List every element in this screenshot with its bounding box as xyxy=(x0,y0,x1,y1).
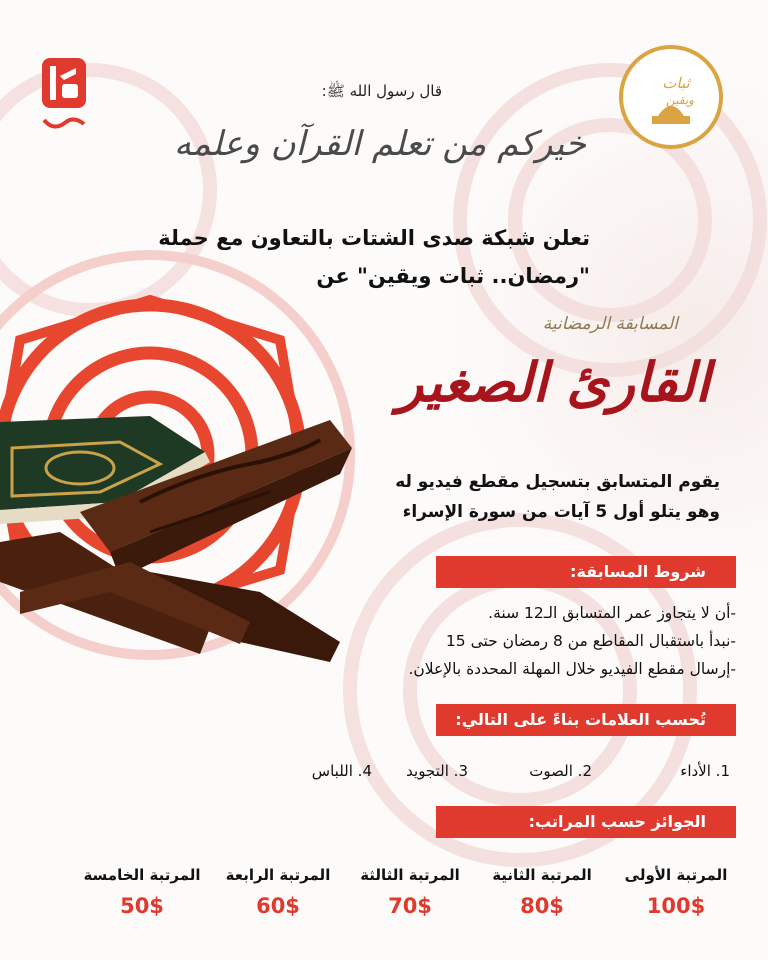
svg-text:ثبات: ثبات xyxy=(662,74,690,92)
prize-amount: 80$ xyxy=(520,894,564,918)
conditions-heading: شروط المسابقة: xyxy=(436,556,736,588)
condition-item: -نبدأ باستقبال المقاطع من 8 رمضان حتى 15 xyxy=(445,632,736,650)
prize-amount: 50$ xyxy=(120,894,164,918)
criteria-heading: تُحسب العلامات بناءً على التالي: xyxy=(436,704,736,736)
competition-subtitle: المسابقة الرمضانية xyxy=(542,314,678,334)
prize-third xyxy=(344,866,476,918)
svg-text:ويقين: ويقين xyxy=(666,93,694,107)
prize-amount: 70$ xyxy=(388,894,432,918)
criteria-item: 1. الأداء xyxy=(680,762,730,780)
description-line-2: وهو يتلو أول 5 آيات من سورة الإسراء xyxy=(402,502,720,522)
prize-amount: 100$ xyxy=(646,894,706,918)
hadith-calligraphy: خيركم من تعلم القرآن وعلمه xyxy=(174,124,586,164)
quran-stand-icon xyxy=(0,392,352,676)
criteria-item: 4. اللباس xyxy=(311,762,372,780)
announcement-line-2: "رمضان.. ثبات ويقين" عن xyxy=(316,264,590,288)
criteria-item: 2. الصوت xyxy=(529,762,592,780)
condition-item: -إرسال مقطع الفيديو خلال المهلة المحددة بالإعلان. xyxy=(408,660,736,678)
description-line-1: يقوم المتسابق بتسجيل مقطع فيديو له xyxy=(395,472,720,492)
prize-rank: المرتبة الأولى xyxy=(624,866,728,884)
announcement-line-1: تعلن شبكة صدى الشتات بالتعاون مع حملة xyxy=(158,226,590,250)
thabat-logo-icon xyxy=(618,44,724,150)
prize-rank: المرتبة الخامسة xyxy=(83,866,201,884)
quote-intro: قال رسول الله ﷺ: xyxy=(321,82,442,100)
prizes-heading: الجوائز حسب المراتب: xyxy=(436,806,736,838)
prize-rank: المرتبة الثالثة xyxy=(360,866,460,884)
condition-item: -أن لا يتجاوز عمر المتسابق الـ12 سنة. xyxy=(488,604,736,622)
prize-fifth xyxy=(76,866,208,918)
criteria-item: 3. التجويد xyxy=(406,762,468,780)
competition-title: القارئ الصغير xyxy=(397,350,710,414)
prize-rank: المرتبة الرابعة xyxy=(225,866,331,884)
prize-fourth xyxy=(212,866,344,918)
prize-first xyxy=(610,866,742,918)
prize-second xyxy=(476,866,608,918)
prize-rank: المرتبة الثانية xyxy=(492,866,592,884)
prize-amount: 60$ xyxy=(256,894,300,918)
sada-logo-icon xyxy=(40,54,88,138)
